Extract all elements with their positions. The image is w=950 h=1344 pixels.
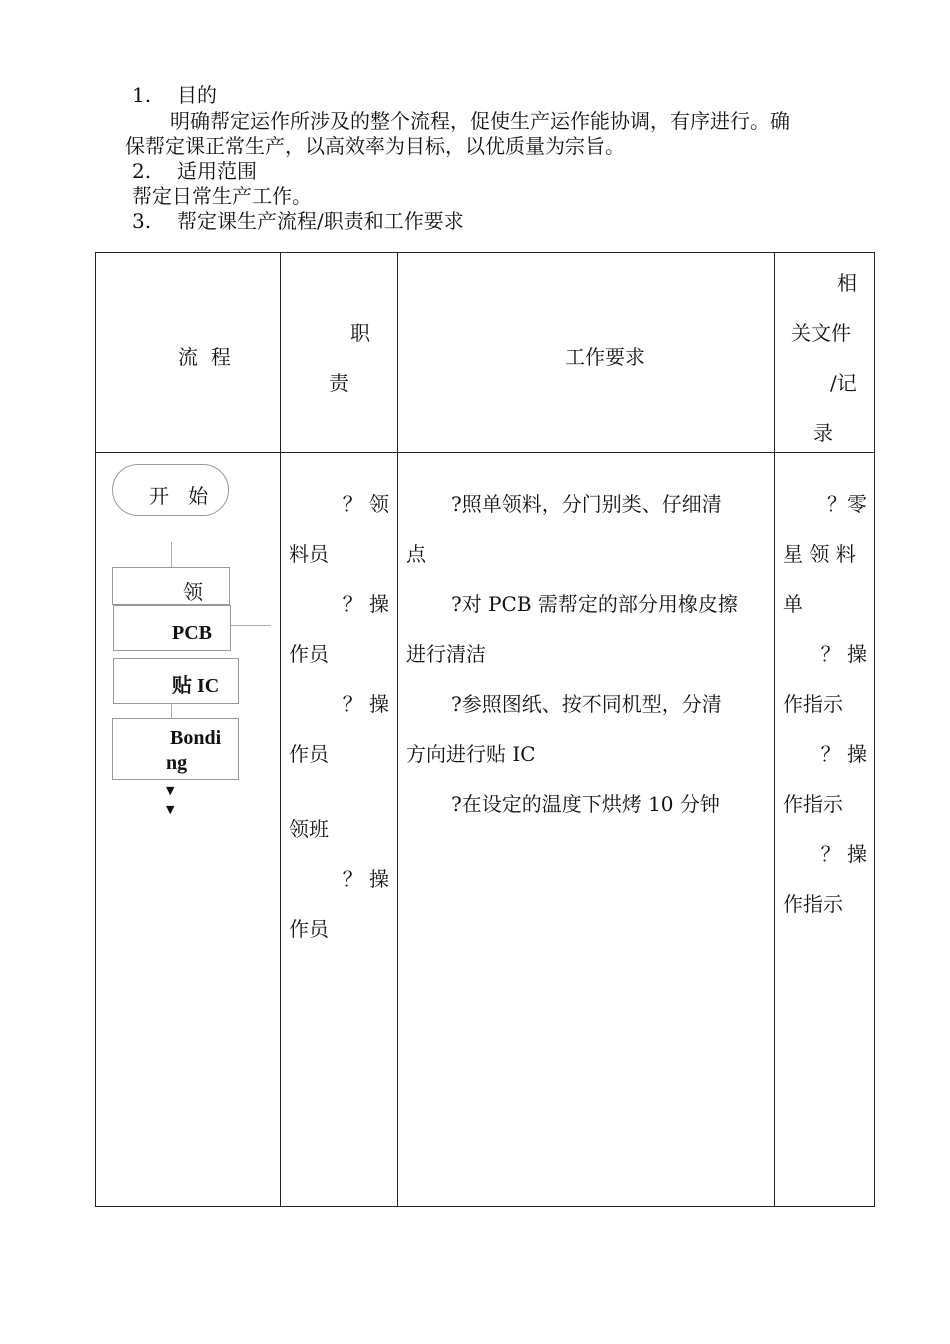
doc-line: 作指示 bbox=[783, 692, 843, 716]
requirement-line: ?在设定的温度下烘烤 10 分钟 bbox=[451, 792, 720, 816]
flow-arrow-down-icon: ▼ bbox=[166, 784, 175, 797]
flow-side-connector bbox=[231, 625, 271, 626]
section-2-number: 2. bbox=[132, 159, 152, 183]
doc-line: 单 bbox=[783, 592, 803, 616]
flow-step-bonding-label-l2: ng bbox=[166, 752, 188, 774]
section-2-title: 适用范围 bbox=[177, 159, 257, 183]
header-divider bbox=[96, 452, 874, 453]
flow-step-attach-ic-label: 贴 IC bbox=[172, 675, 220, 697]
duty-line: 领班 bbox=[289, 817, 329, 841]
requirements-cell bbox=[406, 479, 768, 829]
header-duty-l2: 责 bbox=[329, 371, 349, 395]
header-process: 流 程 bbox=[178, 345, 231, 369]
requirement-line: 进行清洁 bbox=[406, 642, 486, 666]
docs-cell bbox=[783, 479, 867, 929]
section-1-body-line2: 保帮定课正常生产，以高效率为目标，以优质量为宗旨。 bbox=[125, 134, 625, 158]
flow-step-pcb bbox=[113, 605, 231, 651]
flow-step-pcb-label: PCB bbox=[172, 622, 212, 644]
process-table bbox=[95, 252, 875, 1207]
col-divider-1 bbox=[280, 253, 281, 1206]
duty-line: 作员 bbox=[289, 642, 329, 666]
flow-connector-1 bbox=[171, 542, 172, 567]
header-docs-l3: /记 bbox=[830, 371, 857, 395]
duty-line: 作员 bbox=[289, 917, 329, 941]
flow-start-label: 开 始 bbox=[149, 484, 209, 508]
duties-cell bbox=[289, 479, 389, 954]
duty-line: ？ 操 bbox=[342, 592, 389, 616]
doc-line: 作指示 bbox=[783, 792, 843, 816]
duty-line: ？ 操 bbox=[342, 867, 389, 891]
section-2-body: 帮定日常生产工作。 bbox=[132, 184, 312, 208]
flow-connector-2 bbox=[171, 704, 172, 718]
section-1-number: 1. bbox=[132, 83, 152, 107]
section-3-title: 帮定课生产流程/职责和工作要求 bbox=[177, 209, 464, 233]
header-docs-l4: 录 bbox=[813, 421, 833, 445]
col-divider-3 bbox=[774, 253, 775, 1206]
flow-step-bonding bbox=[112, 718, 239, 780]
section-1-body-line1: 明确帮定运作所涉及的整个流程，促使生产运作能协调，有序进行。确 bbox=[170, 109, 790, 133]
flow-step-attach-ic bbox=[113, 658, 239, 704]
section-1-title: 目的 bbox=[177, 83, 217, 107]
requirement-line: 点 bbox=[406, 542, 426, 566]
requirement-line: ?参照图纸、按不同机型，分清 bbox=[451, 692, 722, 716]
flow-start-terminal bbox=[112, 464, 229, 516]
duty-line: 料员 bbox=[289, 542, 329, 566]
flow-step-receive bbox=[112, 567, 230, 605]
section-3-heading bbox=[132, 208, 464, 234]
col-divider-2 bbox=[397, 253, 398, 1206]
flow-arrow-down-icon-2: ▼ bbox=[166, 803, 175, 816]
doc-line: ？ 操 bbox=[820, 742, 867, 766]
duty-line: ？ 领 bbox=[342, 492, 389, 516]
flow-step-bonding-label-l1: Bondi bbox=[170, 727, 222, 749]
doc-line: 星 领 料 bbox=[783, 542, 856, 566]
doc-line: ？ 操 bbox=[820, 842, 867, 866]
flow-step-receive-label: 领 bbox=[183, 580, 203, 604]
doc-line: 作指示 bbox=[783, 892, 843, 916]
header-requirements: 工作要求 bbox=[565, 345, 645, 369]
section-1-heading bbox=[132, 82, 217, 108]
requirement-line: ?照单领料，分门别类、仔细清 bbox=[451, 492, 722, 516]
doc-line: ？零 bbox=[827, 492, 867, 516]
requirement-line: 方向进行贴 IC bbox=[406, 742, 536, 766]
duty-line: 作员 bbox=[289, 742, 329, 766]
header-docs-l2: 关文件 bbox=[791, 321, 851, 345]
requirement-line: ?对 PCB 需帮定的部分用橡皮擦 bbox=[451, 592, 738, 616]
header-duty-l1: 职 bbox=[350, 321, 370, 345]
section-3-number: 3. bbox=[132, 209, 152, 233]
section-2-heading bbox=[132, 158, 257, 184]
doc-line: ？ 操 bbox=[820, 642, 867, 666]
duty-line: ？ 操 bbox=[342, 692, 389, 716]
header-docs-l1: 相 bbox=[837, 271, 857, 295]
